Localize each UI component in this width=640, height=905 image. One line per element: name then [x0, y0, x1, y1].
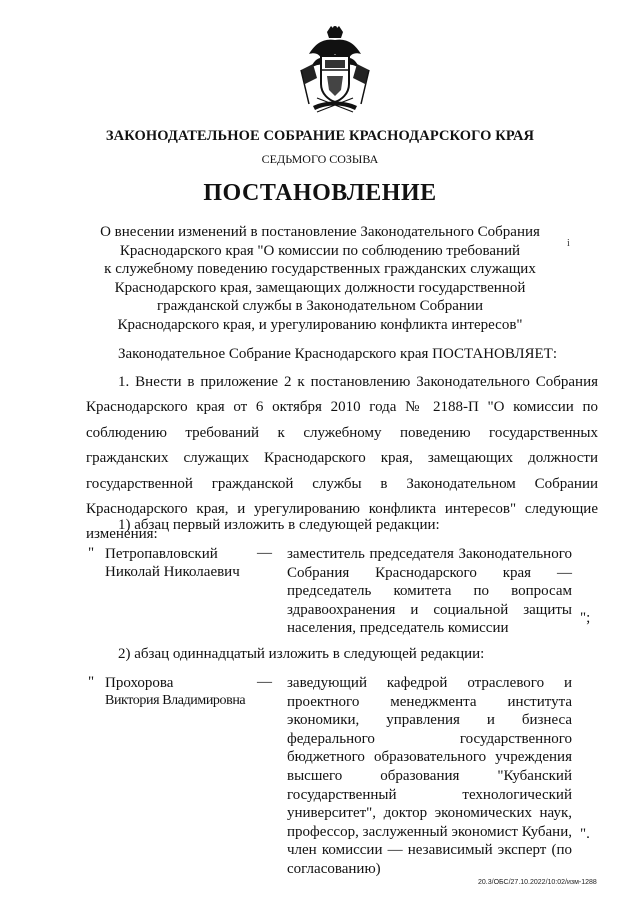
subitem-1: 1) абзац первый изложить в следующей редакции:: [118, 517, 440, 533]
close-quote: ";: [580, 610, 591, 626]
open-quote: ": [88, 545, 95, 561]
subitem-2: 2) абзац одиннадцатый изложить в следующей редакции:: [118, 646, 485, 662]
margin-mark: i: [567, 238, 570, 249]
convocation: СЕДЬМОГО СОЗЫВА: [261, 152, 379, 166]
subject-line: Краснодарского края, замещающих должности государственной: [114, 279, 526, 296]
member-name: [105, 545, 240, 581]
document-title: ПОСТАНОВЛЕНИЕ: [203, 180, 437, 206]
member-surname: Петропавловский: [105, 546, 218, 562]
member-first-name: Николай Николаевич: [105, 564, 240, 580]
subject-line: к служебному поведению государственных гражданских служащих: [104, 261, 536, 278]
document-subject: [90, 223, 550, 335]
subject-line: гражданской службы в Законодательном Собрании: [157, 298, 483, 315]
entry-dash: —: [257, 674, 272, 690]
open-quote: ": [88, 674, 95, 690]
member-description: заместитель председателя Законодательного Собрания Краснодарского края — председатель комитета по вопросам здравоохранения и социальной защиты населения, председатель комиссии: [287, 546, 572, 637]
close-quote: ".: [580, 826, 590, 842]
item-1-text: 1. Внести в приложение 2 к постановлению Законодательного Собрания Краснодарского края от 6 октября 2010 года № 2188-П "О комиссии по соблюдению требований к служебному поведению государственных гражданских служащих Краснодарского края, замещающих должности государственной гражданской службы в Законодательном Собрании Краснодарского края, и урегулированию конфликта интересов" следующие изменения:: [86, 374, 598, 543]
member-surname: Прохорова: [105, 675, 174, 691]
resolution-clause: Законодательное Собрание Краснодарского края ПОСТАНОВЛЯЕТ:: [118, 346, 557, 362]
member-description: заведующий кафедрой отраслевого и проектного менеджмента института экономики, управления и бизнеса федерального государственного бюджетного образовательного учреждения высшего образования "Кубанский государственный технологический университет", доктор экономических наук, профессор, заслуженный экономист Кубани, член комиссии — независимый эксперт (по согласованию): [287, 675, 572, 877]
entry-dash: —: [257, 545, 272, 561]
subject-line: Краснодарского края "О комиссии по соблюдению требований: [119, 242, 521, 259]
member-name: [105, 674, 245, 710]
member-first-name: Виктория Владимировна: [105, 693, 246, 708]
coat-of-arms-icon: [295, 24, 375, 114]
subject-line: Краснодарского края, и урегулированию конфликта интересов": [117, 316, 523, 333]
organization-title: ЗАКОНОДАТЕЛЬНОЕ СОБРАНИЕ КРАСНОДАРСКОГО КРАЯ: [105, 128, 535, 144]
footer-code: 20.3/ОБС/27.10.2022/10:02/изм-1288: [478, 879, 597, 886]
subject-line: О внесении изменений в постановление Законодательного Собрания: [100, 224, 540, 240]
